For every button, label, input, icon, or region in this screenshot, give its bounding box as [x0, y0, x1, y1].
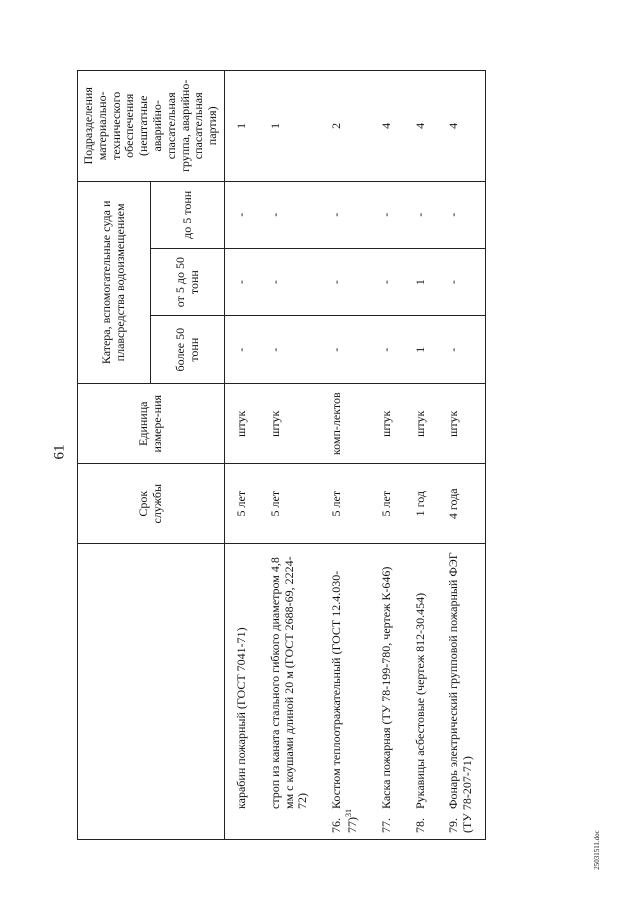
row-gt50: - [437, 316, 485, 384]
row-5-50: - [437, 248, 485, 315]
row-name-text: строп из каната стального гибкого диаметром 4,8 мм с коушами длиной 20 м (ГОСТ 2688-69, 2224-72) [267, 556, 310, 809]
row-term: 5 лет [320, 464, 370, 544]
row-term: 5 лет [259, 464, 320, 544]
header-dept: Подразделения материально-технического обеспечения (нештатные аварийно-спасательная группа, аварийно-спасательная партия) [78, 71, 225, 182]
row-unit: штук [437, 384, 485, 464]
row-lt5: - [370, 181, 404, 248]
row-number: 77. [378, 818, 393, 833]
row-unit: штук [370, 384, 404, 464]
row-unit: штук [404, 384, 438, 464]
row-5-50: - [259, 248, 320, 315]
row-dept: 4 [370, 71, 404, 182]
row-term: 5 лет [370, 464, 404, 544]
table-row [259, 71, 320, 840]
footer-file-name: 25031511.doc [592, 830, 601, 870]
row-name-text: Рукавицы асбестовые (чертеж 812-30.454) [412, 592, 427, 809]
header-5-50: от 5 до 50 тонн [151, 248, 224, 315]
row-name-text: Фонарь электрический групповой пожарный ФЭГ (ТУ 78-207-71) [446, 552, 475, 833]
header-group: Катера, вспомогательные суда и плавсредства водоизмещением [78, 181, 151, 383]
row-name-text: Костюм теплоотражательный (ГОСТ 12.4.030-77) [329, 570, 359, 833]
row-5-50: - [370, 248, 404, 315]
row-dept: 4 [437, 71, 485, 182]
table-row [404, 71, 438, 840]
table-header-row [78, 71, 151, 840]
table-row [370, 71, 404, 840]
row-name [437, 544, 485, 840]
row-name [259, 544, 320, 840]
row-name [224, 544, 258, 840]
table-row [224, 71, 258, 840]
row-unit: штук [259, 384, 320, 464]
row-number: 76. [329, 818, 344, 833]
row-5-50: 1 [404, 248, 438, 315]
row-term: 1 год [404, 464, 438, 544]
row-name [320, 544, 370, 840]
row-5-50: - [224, 248, 258, 315]
row-term: 4 года [437, 464, 485, 544]
row-name-text: Каска пожарная (ТУ 78-199-780, чертеж К-646) [378, 566, 393, 809]
row-unit: штук [224, 384, 258, 464]
row-name-text: карабин пожарный (ГОСТ 7041-71) [233, 627, 248, 809]
header-lt5: до 5 тонн [151, 181, 224, 248]
page-number: 61 [51, 444, 68, 460]
header-name-blank [78, 544, 225, 840]
row-unit: комп-лектов [320, 384, 370, 464]
supply-table-rotated [77, 70, 577, 840]
row-gt50: - [370, 316, 404, 384]
row-number: 79. [446, 818, 461, 833]
table-row [320, 71, 370, 840]
row-gt50: - [224, 316, 258, 384]
row-term: 5 лет [224, 464, 258, 544]
footnote-ref: 31 [343, 809, 353, 817]
row-lt5: - [437, 181, 485, 248]
header-term: Срок службы [78, 464, 225, 544]
row-dept: 2 [320, 71, 370, 182]
header-gt50: более 50 тонн [151, 316, 224, 384]
row-lt5: - [259, 181, 320, 248]
row-lt5: - [404, 181, 438, 248]
row-name [370, 544, 404, 840]
row-5-50: - [320, 248, 370, 315]
row-dept: 1 [259, 71, 320, 182]
supply-table [77, 70, 486, 840]
row-dept: 4 [404, 71, 438, 182]
row-gt50: - [320, 316, 370, 384]
header-unit: Единица измере-ния [78, 384, 225, 464]
row-lt5: - [224, 181, 258, 248]
row-gt50: - [259, 316, 320, 384]
row-name [404, 544, 438, 840]
row-lt5: - [320, 181, 370, 248]
row-dept: 1 [224, 71, 258, 182]
table-row [437, 71, 485, 840]
row-gt50: 1 [404, 316, 438, 384]
row-number: 78. [412, 818, 427, 833]
